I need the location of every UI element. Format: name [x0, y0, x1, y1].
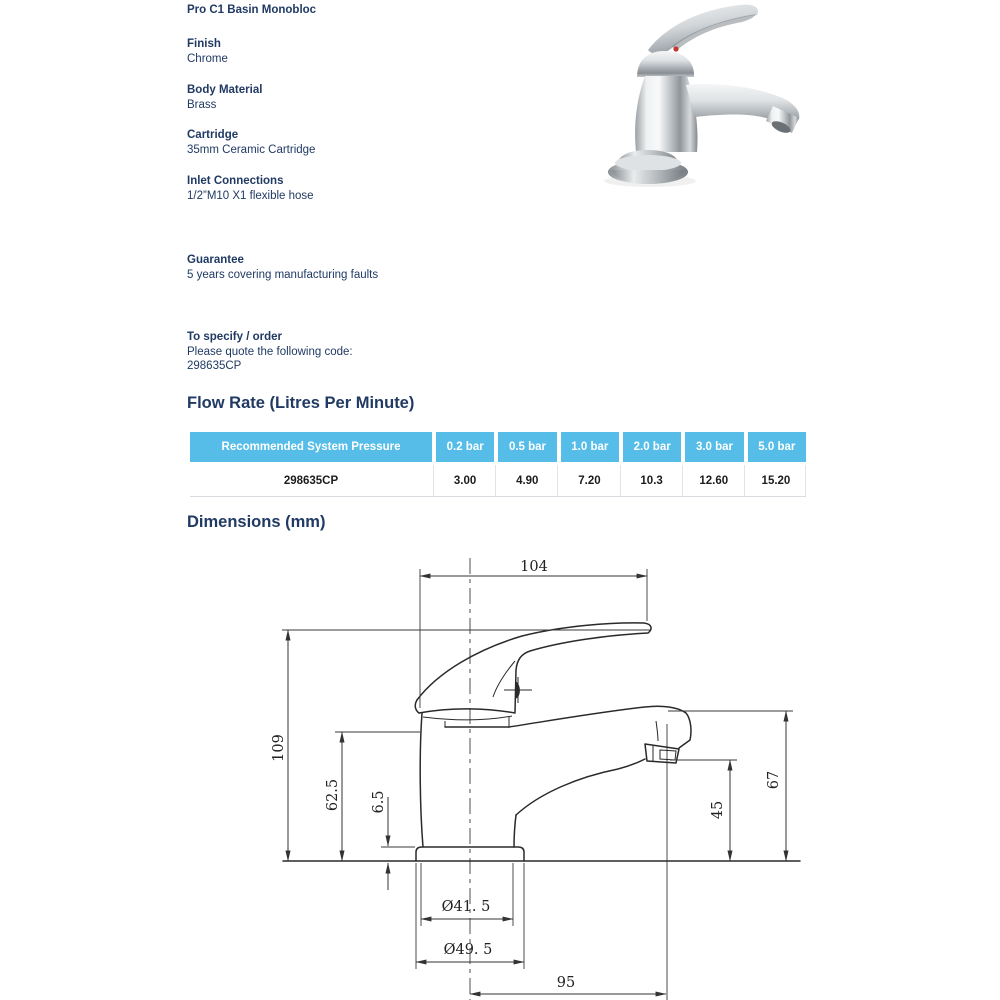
spec-value: Chrome [187, 53, 228, 65]
flow-value-cell: 10.3 [620, 465, 681, 496]
spec-value: Brass [187, 99, 217, 111]
flow-rate-header-row [190, 432, 806, 462]
spec-value: 1/2”M10 X1 flexible hose [187, 190, 314, 202]
spec-finish [187, 37, 228, 67]
dimension-spout-reach [470, 975, 666, 994]
spec-label: Cartridge [187, 129, 239, 141]
dimension-body-diameter [421, 863, 513, 926]
spec-label: Guarantee [187, 254, 244, 266]
dim-label-41-5: Ø41. 5 [441, 899, 491, 915]
order-label: To specify / order [187, 331, 283, 343]
tap-cap [637, 51, 694, 77]
flow-rate-heading: Flow Rate (Litres Per Minute) [187, 394, 415, 412]
flow-rate-table [190, 432, 806, 497]
flow-value-cell: 15.20 [744, 465, 806, 496]
column-header: Recommended System Pressure [190, 432, 432, 462]
dimension-outlet-height [670, 760, 737, 861]
column-header: 0.2 bar [436, 432, 494, 462]
dimensions-heading: Dimensions (mm) [187, 513, 326, 531]
flow-value-cell: 12.60 [682, 465, 743, 496]
spec-cartridge [187, 128, 315, 158]
faucet-outline [415, 623, 691, 861]
dimension-overall-height [271, 630, 650, 861]
column-header: 1.0 bar [561, 432, 619, 462]
dim-label-6-5: 6.5 [371, 790, 387, 814]
spec-body-material [187, 83, 262, 113]
flow-value-cell: 4.90 [495, 465, 556, 496]
column-header: 0.5 bar [498, 432, 556, 462]
spec-guarantee [187, 253, 378, 283]
order-code: 298635CP [187, 360, 242, 372]
hot-cold-indicator [673, 46, 678, 51]
dimension-base-diameter [416, 863, 524, 969]
dim-label-49-5: Ø49. 5 [443, 942, 493, 958]
product-title: Pro C1 Basin Monobloc [187, 4, 317, 16]
product-photo [590, 0, 830, 190]
tap-foot-top [615, 155, 681, 171]
dim-label-67: 67 [766, 770, 782, 790]
column-header: 5.0 bar [748, 432, 806, 462]
dim-label-104: 104 [520, 559, 548, 575]
dim-label-95: 95 [556, 975, 576, 991]
order-instruction: Please quote the following code: [187, 345, 353, 358]
spec-value: 5 years covering manufacturing faults [187, 269, 379, 281]
flow-value-cell: 3.00 [433, 465, 494, 496]
column-header: 3.0 bar [685, 432, 743, 462]
handle-pivot [515, 681, 520, 699]
table-row [190, 465, 806, 497]
dim-label-62-5: 62.5 [325, 778, 341, 812]
dim-label-45: 45 [710, 800, 726, 820]
column-header: 2.0 bar [623, 432, 681, 462]
flow-value-cell: 7.20 [557, 465, 618, 496]
spec-inlet-connections [187, 174, 314, 204]
technical-drawing [260, 540, 820, 1000]
dim-label-109: 109 [271, 734, 287, 762]
spec-label: Finish [187, 38, 221, 50]
order-info [187, 330, 353, 374]
dimension-base-thickness [371, 790, 415, 890]
product-code-cell: 298635CP [190, 465, 432, 496]
spec-value: 35mm Ceramic Cartridge [187, 144, 316, 156]
spec-label: Inlet Connections [187, 175, 284, 187]
spec-label: Body Material [187, 84, 263, 96]
